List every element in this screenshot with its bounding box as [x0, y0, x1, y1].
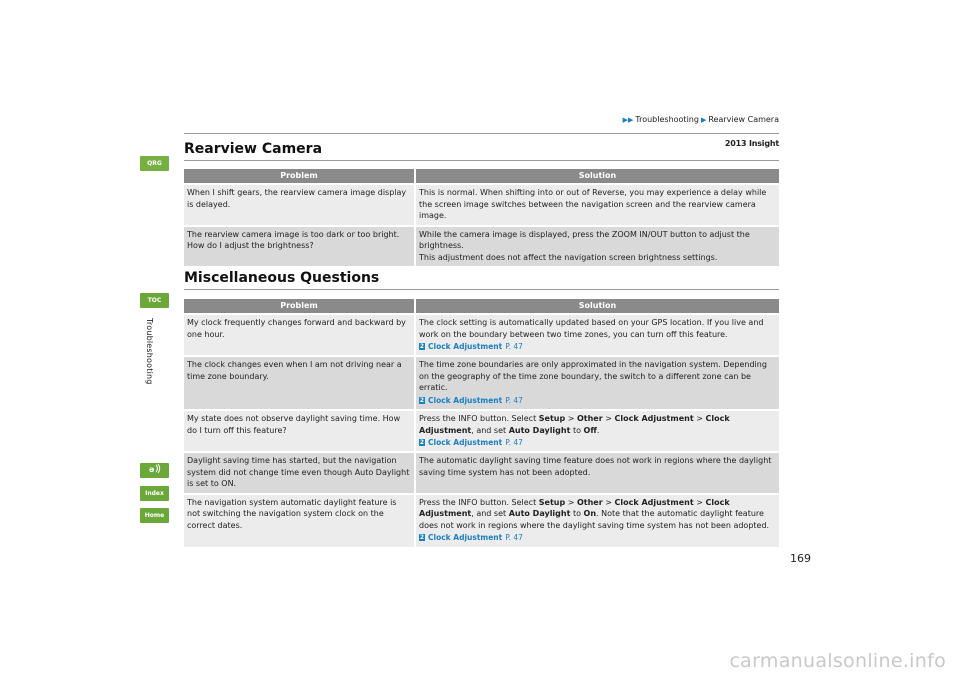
solution-cell: [414, 225, 779, 267]
problem-cell: My state does not observe daylight saving time. How do I turn off this feature?: [184, 409, 414, 451]
table-row: [184, 409, 779, 451]
clock-adjustment-link[interactable]: [419, 395, 523, 407]
section-rule: [184, 160, 779, 161]
problem-header: Problem: [184, 299, 414, 313]
section-title-rearview-camera: Rearview Camera: [184, 141, 323, 157]
menu-auto-daylight: Auto Daylight: [508, 509, 571, 519]
text-run: >: [565, 414, 577, 423]
text-run: , and set: [471, 509, 509, 519]
solution-cell: This is normal. When shifting into or out of Reverse, you may experience a delay while the screen image switches between the navigation screen and the rearview camera image.: [414, 183, 779, 225]
table-header-row: [184, 299, 779, 313]
solution-cell: [414, 355, 779, 409]
page-number: 169: [790, 552, 811, 565]
index-tab[interactable]: Index: [140, 486, 169, 501]
text-run: >: [565, 497, 577, 507]
text-run: Press the INFO button. Select: [419, 414, 539, 423]
problem-cell: The clock changes even when I am not driving near a time zone boundary.: [184, 355, 414, 409]
watermark: carmanualsonline.info: [729, 650, 946, 672]
text-run: >: [693, 497, 706, 507]
table-row: [184, 183, 779, 225]
clock-adjustment-link[interactable]: [419, 437, 523, 449]
reference-icon: 2: [419, 534, 425, 542]
reference-icon: 2: [419, 439, 425, 446]
problem-cell: When I shift gears, the rearview camera image display is delayed.: [184, 183, 414, 225]
rearview-camera-table: [184, 169, 779, 266]
menu-clock-adjustment: Clock Adjustment: [614, 414, 694, 423]
miscellaneous-questions-table: [184, 299, 779, 547]
link-page: P. 47: [505, 341, 523, 351]
text-run: , and set: [471, 425, 509, 435]
table-row: [184, 355, 779, 409]
table-row: [184, 225, 779, 267]
table-row: [184, 493, 779, 547]
menu-setup: Setup: [538, 497, 566, 507]
solution-cell: The automatic daylight saving time feature does not work in regions where the daylight saving time system has not been adopted.: [414, 451, 779, 493]
text-run: to: [570, 425, 584, 435]
text-run: >: [602, 497, 615, 507]
breadcrumb-arrow-icon: ▶: [700, 115, 707, 124]
header-rule: [184, 133, 779, 134]
link-page: P. 47: [505, 395, 523, 405]
problem-cell: Daylight saving time has started, but the navigation system did not change time even though Auto Daylight is set to ON.: [184, 451, 414, 493]
section-rule: [184, 289, 779, 290]
menu-other: Other: [576, 497, 603, 507]
menu-clock-adjustment: Clock Adjustment: [419, 414, 730, 435]
clock-adjustment-link[interactable]: [419, 532, 523, 544]
link-label: Clock Adjustment: [428, 341, 503, 351]
solution-line: This adjustment does not affect the navigation screen brightness settings.: [419, 252, 718, 262]
link-page: P. 47: [505, 533, 523, 542]
table-header-row: [184, 169, 779, 183]
menu-clock-adjustment: Clock Adjustment: [419, 497, 730, 519]
menu-other: Other: [576, 414, 603, 423]
chapter-label: Troubleshooting: [145, 318, 154, 385]
solution-cell: [414, 409, 779, 451]
breadcrumb: [623, 115, 779, 124]
qrg-tab[interactable]: QRG: [140, 156, 169, 171]
clock-adjustment-link[interactable]: [419, 341, 523, 353]
table-row: [184, 313, 779, 355]
link-label: Clock Adjustment: [428, 533, 503, 542]
text-run: to: [570, 509, 584, 519]
solution-header: Solution: [414, 299, 779, 313]
solution-cell: [414, 313, 779, 355]
problem-cell: My clock frequently changes forward and backward by one hour.: [184, 313, 414, 355]
section-title-miscellaneous-questions: Miscellaneous Questions: [184, 270, 380, 286]
link-label: Clock Adjustment: [428, 395, 503, 405]
voice-command-tab[interactable]: [140, 463, 169, 478]
reference-icon: 2: [419, 396, 425, 404]
table-row: [184, 451, 779, 493]
text-run: >: [693, 414, 706, 423]
menu-clock-adjustment: Clock Adjustment: [614, 497, 694, 507]
problem-cell: The navigation system automatic daylight feature is not switching the navigation system clock on the correct dates.: [184, 493, 414, 547]
link-page: P. 47: [505, 437, 523, 447]
text-run: Press the INFO button. Select: [419, 497, 539, 507]
problem-header: Problem: [184, 169, 414, 183]
reference-icon: 2: [419, 343, 425, 350]
model-year-label: 2013 Insight: [724, 139, 779, 148]
solution-text: The clock setting is automatically updated based on your GPS location. If you live and work on the boundary between two time zones, you can turn off this feature.: [419, 318, 764, 339]
toc-tab[interactable]: TOC: [140, 293, 169, 308]
setting-value: Off: [583, 425, 597, 435]
menu-auto-daylight: Auto Daylight: [508, 425, 571, 435]
problem-cell: The rearview camera image is too dark or too bright. How do I adjust the brightness?: [184, 225, 414, 267]
home-tab[interactable]: Home: [140, 508, 169, 523]
solution-header: Solution: [414, 169, 779, 183]
solution-text: [419, 497, 776, 532]
solution-cell: [414, 493, 779, 547]
solution-line: While the camera image is displayed, press the ZOOM IN/OUT button to adjust the brightness.: [419, 229, 750, 250]
breadcrumb-item-troubleshooting[interactable]: Troubleshooting: [635, 115, 699, 124]
menu-setup: Setup: [538, 414, 566, 423]
breadcrumb-item-rearview-camera: Rearview Camera: [708, 115, 779, 124]
text-run: . Note that the automatic daylight feature does not work in regions where the daylight saving time system has not been adopted.: [419, 509, 770, 530]
solution-text: [419, 413, 776, 436]
link-label: Clock Adjustment: [428, 437, 503, 447]
solution-text: The time zone boundaries are only approximated in the navigation system. Depending on the geography of the time zone boundary, the switch to a different zone can be erratic.: [419, 360, 767, 393]
breadcrumb-arrow-icon: ▶▶: [622, 115, 634, 124]
voice-command-icon: [148, 465, 162, 476]
setting-value: On: [583, 509, 597, 519]
svg-text:ə: ə: [148, 465, 154, 474]
text-run: >: [602, 414, 615, 423]
text-run: .: [596, 425, 600, 435]
